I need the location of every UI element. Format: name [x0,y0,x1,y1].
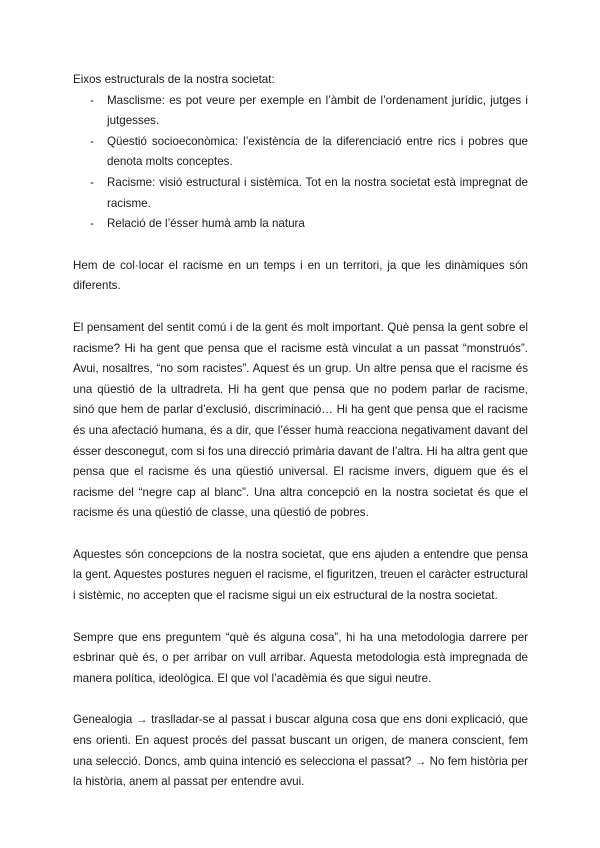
list-dash: - [90,93,94,107]
list-item-text: Qüestió socioeconòmica: l’existència de la diferenciació entre rics i pobres que denota molts conceptes. [107,134,528,169]
document-page [73,70,528,793]
paragraph-methodology: Sempre que ens preguntem “què és alguna cosa”, hi ha una metodologia darrere per esbrinar què és, o per arribar on vull arribar. Aquesta metodologia està impregnada de manera política, ideològica. El que vol l’acadèmia és que sigui neutre. [73,630,528,685]
list-dash: - [90,134,94,148]
list-item-text: Racisme: visió estructural i sistèmica. Tot en la nostra societat està impregnat de racisme. [107,175,528,210]
list-item-text: Masclisme: es pot veure per exemple en l’àmbit de l’ordenament jurídic, jutges i jutgesses. [107,93,528,128]
paragraph-conceptions: Aquestes són concepcions de la nostra societat, que ens ajuden a entendre que pensa la gent. Aquestes postures neguen el racisme, el figuritzen, treuen el caràcter estructural i sistèmic, no accepten que el racisme sigui un eix estructural de la nostra societat. [73,547,528,603]
section-heading: Eixos estructurals de la nostra societat: [73,73,275,86]
paragraph-genealogy: Genealogia → traslladar-se al passat i buscar alguna cosa que ens doni explicació, que ens orienti. En aquest procés del passat buscant un origen, de manera conscient, fem una selecció. Doncs, amb quina intenció es selecciona el passat? → No fem història per la història, anem al passat per entendre avui. [73,713,528,789]
structural-axes-list [73,91,528,235]
list-item [73,132,528,173]
list-item-text: Relació de l’ésser humà amb la natura [107,217,305,231]
list-dash: - [90,175,94,189]
list-item [73,173,528,214]
list-item [73,91,528,132]
list-dash: - [90,217,94,231]
paragraph-context: Hem de col·locar el racisme en un temps i en un territori, ja que les dinàmiques són diferents. [73,258,528,293]
list-item [73,214,528,235]
paragraph-common-sense: El pensament del sentit comú i de la gent és molt important. Què pensa la gent sobre el racisme? Hi ha gent que pensa que el racisme està vinculat a un passat “monstruós”. Avui, nosaltres, “no som racistes”. Aquest és un grup. Un altre pensa que el racisme és una qüestió de la ultradreta. Hi ha gent que pensa que no podem parlar de racisme, sinó que hem de parlar d’exclusió, discriminació… Hi ha gent que pensa que el racisme és una afectació humana, és a dir, que l’ésser humà reacciona negativament davant del ésser desconegut, com si fos una direcció primària davant de l’altra. Hi ha altra gent que pensa que el racisme és una qüestió universal. El racisme invers, diguem que és el racisme del “negre cap al blanc”. Una altra concepció en la nostra societat és que el racisme és una qüestió de classe, una qüestió de pobres. [73,320,528,520]
